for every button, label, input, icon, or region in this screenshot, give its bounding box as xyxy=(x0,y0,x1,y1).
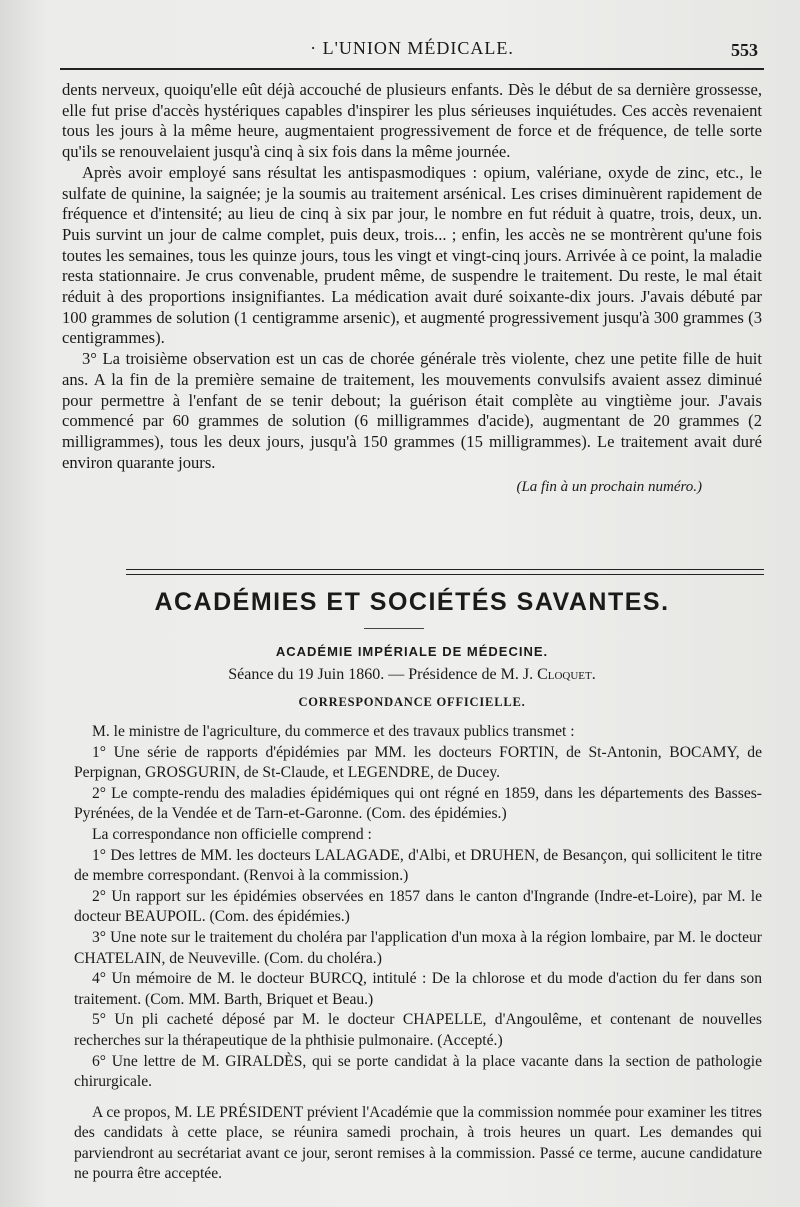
section-double-rule xyxy=(126,569,764,575)
session-line xyxy=(60,666,764,684)
list-item: 1° Des lettres de MM. les docteurs LALAGADE, d'Albi, et DRUHEN, de Besançon, qui sollicitent le titre de membre correspondant. (Renvoi à la commission.) xyxy=(74,846,762,885)
correspondence-body xyxy=(74,722,762,1185)
paragraph: 3° La troisième observation est un cas de chorée générale très violente, chez une petite fille de huit ans. A la fin de la première semaine de traitement, les mouvements convulsifs avaient assez diminué pour permettre à l'enfant de se tenir debout; la guérison était complète au vingtième jour. J'avais commencé par 60 grammes de solution (6 milligrammes d'acide), augmentant de 20 grammes (2 milligrammes), tous les deux jours, jusqu'à 150 grammes (15 milligrammes). Le traitement avait duré environ quarante jours. xyxy=(62,349,762,472)
paragraph: dents nerveux, quoiqu'elle eût déjà accouché de plusieurs enfants. Dès le début de sa dernière grossesse, elle fut prise d'accès hystériques capables d'inspirer les plus sérieuses inquiétudes. Ces accès revenaient tous les jours à la même heure, augmentaient progressivement de force et de fréquence, de telle sorte qu'ils se renouvelaient jusqu'à cinq à six fois dans la même journée. xyxy=(62,80,762,162)
correspondence-heading: CORRESPONDANCE OFFICIELLE. xyxy=(298,695,526,709)
page-number: 553 xyxy=(731,40,758,60)
paragraph: M. le ministre de l'agriculture, du commerce et des travaux publics transmet : xyxy=(92,723,575,740)
section-title: ACADÉMIES ET SOCIÉTÉS SAVANTES. xyxy=(154,588,670,616)
short-rule xyxy=(364,628,424,629)
paragraph: A ce propos, M. LE PRÉSIDENT prévient l'Académie que la commission nommée pour examiner les titres des candidats à cette place, se réunira samedi prochain, à trois heures un quart. Les demandes qui parviendront au secrétariat avant ce jour, seront remises à la commission. Passé ce terme, aucune candidature ne pourra être acceptée. xyxy=(74,1103,762,1183)
session-president: Cloquet. xyxy=(537,666,596,683)
list-item: 5° Un pli cacheté déposé par M. le docteur CHAPELLE, d'Angoulême, et contenant de nouvelles recherches sur la thérapeutique de la phthisie pulmonaire. (Accepté.) xyxy=(74,1011,762,1049)
to-be-continued-note: (La fin à un prochain numéro.) xyxy=(516,479,702,496)
article-continuation xyxy=(62,80,762,498)
paragraph: Après avoir employé sans résultat les antispasmodiques : opium, valériane, oxyde de zinc, etc., le sulfate de quinine, la saignée; je la soumis au traitement arsénical. Les crises diminuèrent rapidement de fréquence et d'intensité; au lieu de cinq à six par jour, le nombre en fut réduit à quatre, trois, deux, un. Puis survint un jour de calme complet, puis deux, trois... ; enfin, les accès ne se montrèrent qu'une fois toutes les semaines, tous les quinze jours, tous les vingt et vingt-cinq jours. Arrivée à ce point, la maladie resta stationnaire. Je crus convenable, prudent même, de suspendre le traitement. Du reste, le mal était réduit à des proportions insignifiantes. La médication avait duré soixante-dix jours. J'avais débuté par 100 grammes de solution (1 centigramme arsenic), et augmenté progressivement jusqu'à 300 grammes (3 centigrammes). xyxy=(62,162,762,348)
page-header xyxy=(60,30,764,70)
list-item: 2° Un rapport sur les épidémies observées en 1857 dans le canton d'Ingrande (Indre-et-Loire), par M. le docteur BEAUPOIL. (Com. des épidémies.) xyxy=(74,887,762,926)
running-title: · L'UNION MÉDICALE. xyxy=(310,38,514,58)
paragraph: La correspondance non officielle comprend : xyxy=(92,825,372,843)
header-rule xyxy=(60,68,764,70)
session-date: Séance du 19 Juin 1860. — Présidence de M. J. xyxy=(228,666,534,683)
list-item: 1° Une série de rapports d'épidémies par MM. les docteurs FORTIN, de St-Antonin, BOCAMY, de Perpignan, GROSGURIN, de St-Claude, et LEGENDRE, de Ducey. xyxy=(74,743,762,782)
academy-title: ACADÉMIE IMPÉRIALE DE MÉDECINE. xyxy=(275,644,549,659)
list-item: 6° Une lettre de M. GIRALDÈS, qui se porte candidat à la place vacante dans la section de pathologie chirurgicale. xyxy=(74,1052,762,1091)
list-item: 2° Le compte-rendu des maladies épidémiques qui ont régné en 1859, dans les départements des Basses-Pyrénées, de la Vendée et de Tarn-et-Garonne. (Com. des épidémies.) xyxy=(74,784,762,823)
list-item: 4° Un mémoire de M. le docteur BURCQ, intitulé : De la chlorose et du mode d'action du fer dans son traitement. (Com. MM. Barth, Briquet et Beau.) xyxy=(74,970,762,1008)
list-item: 3° Une note sur le traitement du choléra par l'application d'un moxa à la région lombaire, par M. le docteur CHATELAIN, de Neuveville. (Com. du choléra.) xyxy=(74,928,762,967)
